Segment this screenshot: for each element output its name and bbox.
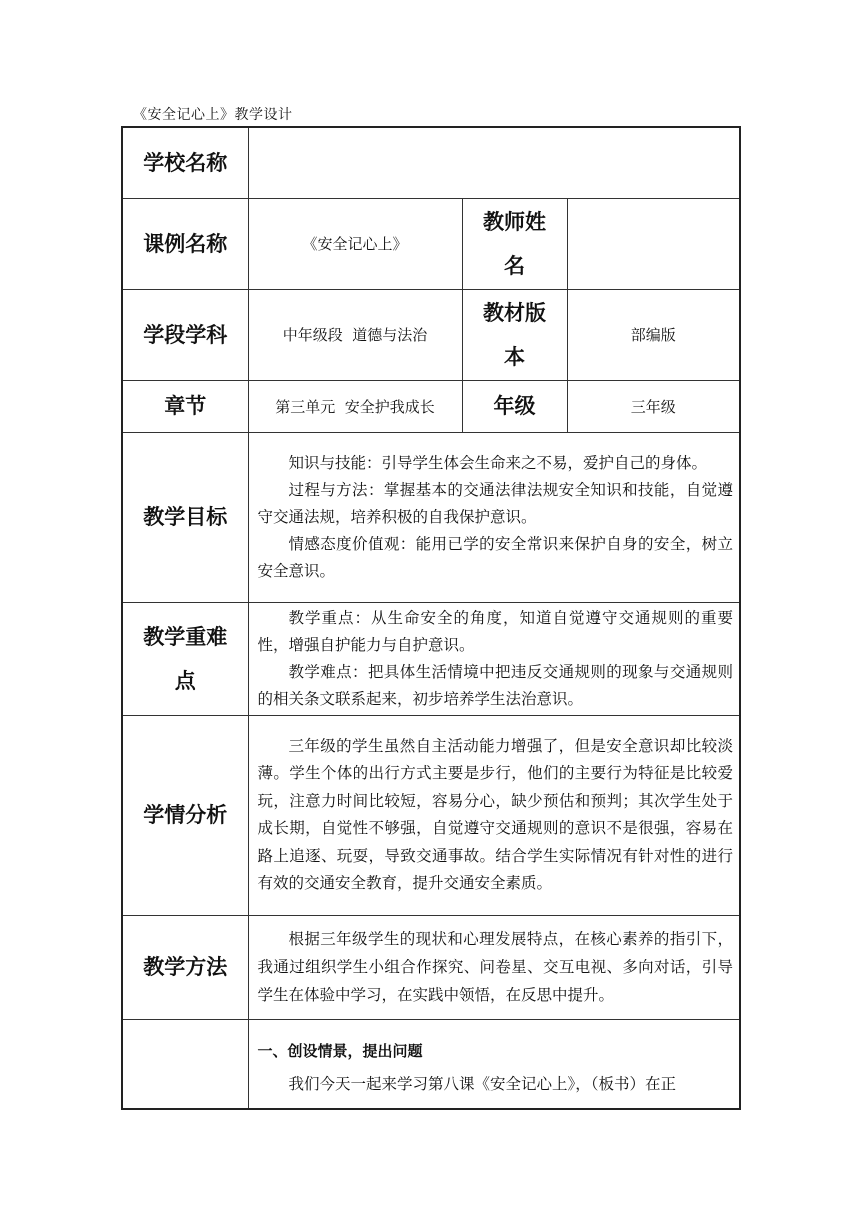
key-point-paragraph: 教学难点：把具体生活情境中把违反交通规则的现象与交通规则的相关条文联系起来，初步培养学生法治意识。	[257, 662, 733, 708]
objective-paragraph: 过程与方法：掌握基本的交通法律法规安全知识和技能，自觉遵守交通法规，培养积极的自我保护意识。	[257, 480, 733, 526]
label-analysis: 学情分析	[122, 715, 248, 915]
label-edition: 教材版本	[462, 289, 567, 380]
label-school: 学校名称	[122, 127, 248, 198]
row-methods	[122, 915, 740, 1019]
label-key-points: 教学重难点	[122, 602, 248, 715]
value-grade-subject: 中年级段 道德与法治	[248, 289, 462, 380]
lesson-design-table	[121, 126, 741, 1110]
process-heading: 一、创设情景，提出问题	[257, 1041, 423, 1060]
label-methods: 教学方法	[122, 915, 248, 1019]
label-chapter: 章节	[122, 380, 248, 432]
row-school	[122, 127, 740, 198]
objective-paragraph: 知识与技能：引导学生体会生命来之不易，爱护自己的身体。	[288, 453, 708, 472]
label-grade: 年级	[462, 380, 567, 432]
value-chapter: 第三单元 安全护我成长	[248, 380, 462, 432]
process-paragraph: 我们今天一起来学习第八课《安全记心上》，（板书）在正	[288, 1074, 677, 1093]
label-grade-subject: 学段学科	[122, 289, 248, 380]
content-objectives	[248, 432, 740, 602]
row-analysis	[122, 715, 740, 915]
row-objectives	[122, 432, 740, 602]
value-lesson: 《安全记心上》	[248, 198, 462, 289]
objective-paragraph: 情感态度价值观：能用已学的安全常识来保护自身的安全，树立安全意识。	[257, 534, 733, 580]
label-process	[122, 1019, 248, 1109]
key-point-paragraph: 教学重点：从生命安全的角度，知道自觉遵守交通规则的重要性，增强自护能力与自护意识。	[257, 608, 733, 654]
label-lesson: 课例名称	[122, 198, 248, 289]
methods-paragraph: 根据三年级学生的现状和心理发展特点，在核心素养的指引下，我通过组织学生小组合作探究、问卷星、交互电视、多向对话，引导学生在体验中学习，在实践中领悟，在反思中提升。	[257, 930, 733, 1004]
analysis-paragraph: 三年级的学生虽然自主活动能力增强了，但是安全意识却比较淡薄。学生个体的出行方式主要是步行，他们的主要行为特征是比较爱玩，注意力时间比较短，容易分心，缺少预估和预判；其次学生处于成长期，自觉性不够强，自觉遵守交通规则的意识不是很强，容易在路上追逐、玩耍，导致交通事故。结合学生实际情况有针对性的进行有效的交通安全教育，提升交通安全素质。	[257, 736, 733, 892]
row-lesson	[122, 198, 740, 289]
document-title: 《安全记心上》教学设计	[133, 107, 293, 123]
value-school	[248, 127, 740, 198]
content-process	[248, 1019, 740, 1109]
label-teacher: 教师姓名	[462, 198, 567, 289]
value-grade: 三年级	[567, 380, 740, 432]
label-objectives: 教学目标	[122, 432, 248, 602]
content-analysis	[248, 715, 740, 915]
row-process	[122, 1019, 740, 1109]
content-methods	[248, 915, 740, 1019]
content-key-points	[248, 602, 740, 715]
value-teacher	[567, 198, 740, 289]
row-grade-subject	[122, 289, 740, 380]
row-key-points	[122, 602, 740, 715]
row-chapter	[122, 380, 740, 432]
value-edition: 部编版	[567, 289, 740, 380]
